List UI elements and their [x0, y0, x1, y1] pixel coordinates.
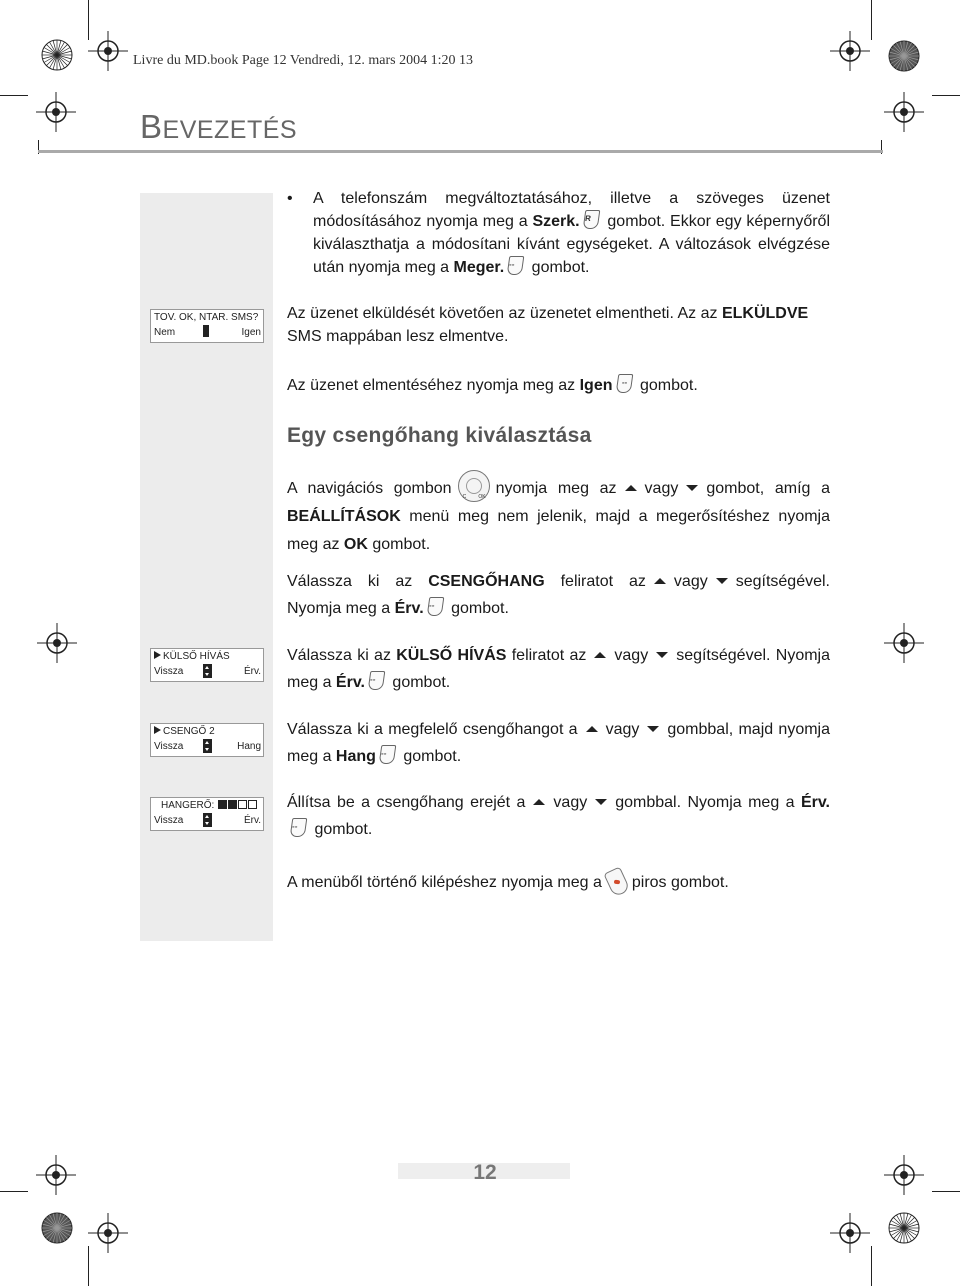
lcd-volume: HANGERŐ: Vissza Érv.: [150, 797, 264, 831]
volume-bars: [217, 800, 257, 811]
up-arrow-icon: [594, 652, 606, 658]
section-heading: Egy csengőhang kiválasztása: [287, 424, 592, 447]
up-arrow-icon: [533, 799, 545, 805]
crop-line: [871, 0, 872, 40]
selector-arrow-icon: [154, 726, 161, 734]
soft-key-icon: --: [379, 745, 397, 764]
registration-target-mark: [37, 623, 77, 663]
down-arrow-icon: [647, 726, 659, 732]
title-rule: [38, 150, 883, 153]
up-down-icon: [203, 739, 212, 753]
paragraph-select-ringtone: Válassza ki a megfelelő csengőhangot a vagy gombbal, majd nyomja meg a Hang -- gombot.: [287, 721, 831, 765]
soft-key-icon: --: [368, 671, 386, 690]
registration-target-mark: [884, 623, 924, 663]
crop-line: [88, 1246, 89, 1286]
volume-bar: [248, 800, 257, 809]
registration-target-mark: [36, 1155, 76, 1195]
registration-star-mark: [888, 1212, 920, 1244]
lcd-save-sms: TOV. OK, NTAR. SMS? Nem Igen: [150, 309, 264, 343]
registration-target-mark: [830, 1213, 870, 1253]
volume-bar: [238, 800, 247, 809]
paragraph-ringtone-menu: Válassza ki az CSENGŐHANG feliratot az vagy segítségével. Nyomja meg a Érv. -- gombot.: [287, 573, 830, 617]
down-arrow-icon: [686, 485, 698, 491]
soft-key-icon: --: [290, 818, 308, 837]
selector-arrow-icon: [154, 651, 161, 659]
registration-star-mark: [41, 1212, 73, 1244]
paragraph-external-call: Válassza ki az KÜLSŐ HÍVÁS feliratot az vagy segítségével. Nyomja meg a Érv. -- gombot.: [287, 647, 830, 691]
page-number: 12: [473, 1161, 497, 1184]
soft-key-icon: --: [615, 374, 633, 393]
volume-bar: [218, 800, 227, 809]
registration-target-mark: [830, 31, 870, 71]
soft-key-icon: --: [507, 256, 525, 275]
paragraph-volume: Állítsa be a csengőhang erejét a vagy gombbal. Nyomja meg a Érv. -- gombot.: [287, 794, 830, 838]
crop-line: [932, 1191, 960, 1192]
paragraph-exit: A menüből történő kilépéshez nyomja meg a piros gombot.: [287, 869, 830, 895]
up-arrow-icon: [654, 578, 666, 584]
up-down-icon: [203, 664, 212, 678]
paragraph-save: Az üzenet elmentéséhez nyomja meg az Igen -- gombot.: [287, 374, 830, 397]
up-down-icon: [203, 813, 212, 827]
registration-target-mark: [88, 31, 128, 71]
registration-target-mark: [884, 1155, 924, 1195]
up-arrow-icon: [586, 726, 598, 732]
navigation-key-icon: C OK: [458, 470, 490, 502]
crop-line: [0, 95, 28, 96]
paragraph-saved: Az üzenet elküldését követően az üzenetet elmentheti. Az az ELKÜLDVE SMS mappában lesz elmentve.: [287, 305, 809, 345]
down-arrow-icon: [595, 799, 607, 805]
up-arrow-icon: [625, 485, 637, 491]
registration-target-mark: [88, 1213, 128, 1253]
registration-star-mark: [888, 40, 920, 72]
registration-target-mark: [884, 92, 924, 132]
volume-bar: [228, 800, 237, 809]
red-hangup-key-icon: [603, 866, 630, 897]
paragraph-nav: A navigációs gombon C OK nyomja meg az vagy gombot, amíg a BEÁLLÍTÁSOK menü meg nem jelenik, majd a megerősítéshez nyomja meg az OK gombot.: [287, 470, 830, 559]
crop-line: [871, 1246, 872, 1286]
paragraph-edit: • A telefonszám megváltoztatásához, illetve a szöveges üzenet módosításához nyomja meg a Szerk. R gombot. Ekkor egy képernyőről kiválaszthatja a módosítani kívánt egységeket. A változások elvégzése után nyomja meg a Meger. -- gombot.: [287, 190, 831, 276]
down-arrow-icon: [656, 652, 668, 658]
page-title: BEVEZETÉS: [140, 108, 298, 145]
soft-key-icon: --: [426, 597, 444, 616]
crop-line: [932, 95, 960, 96]
lcd-ringtone: CSENGŐ 2 Vissza Hang: [150, 723, 264, 757]
registration-star-mark: [41, 39, 73, 71]
crop-line: [88, 0, 89, 40]
crop-line: [0, 1191, 28, 1192]
down-arrow-icon: [716, 578, 728, 584]
print-header: Livre du MD.book Page 12 Vendredi, 12. mars 2004 1:20 13: [133, 53, 473, 68]
lcd-external-call: KÜLSŐ HÍVÁS Vissza Érv.: [150, 648, 264, 682]
r-key-icon: R: [582, 210, 600, 229]
registration-target-mark: [36, 92, 76, 132]
